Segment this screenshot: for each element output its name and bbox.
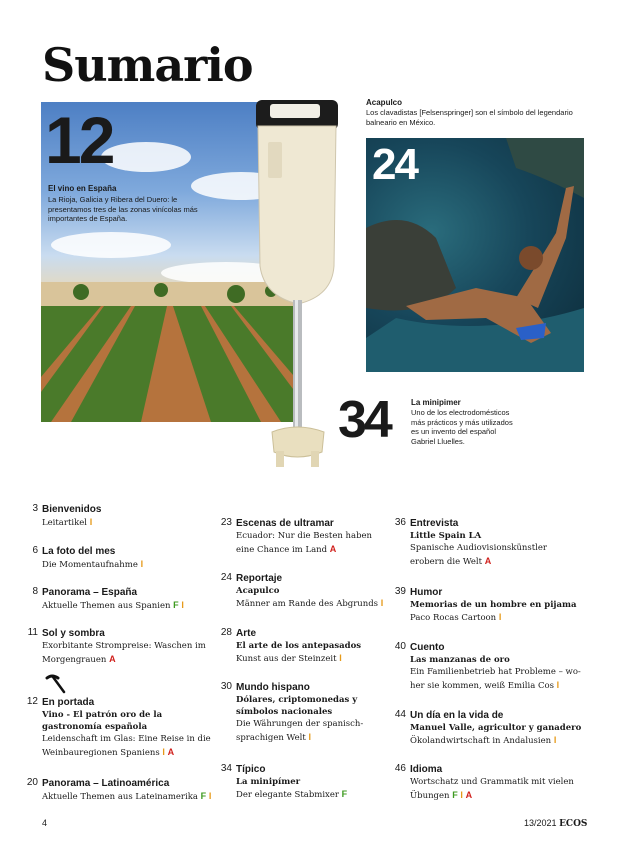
toc-subtitle: El arte de los antepasados <box>236 641 362 651</box>
toc-page-number: 44 <box>394 709 406 720</box>
toc-desc: Die Währungen der spanisch- <box>236 719 364 729</box>
toc-page-number: 12 <box>26 696 38 707</box>
feature-text: La Rioja, Galicia y Ribera del Duero: le presentamos tres de las zonas vinícolas más importantes de España. <box>48 195 198 223</box>
toc-desc: eine Chance im Land <box>236 545 328 555</box>
level-f-icon: F <box>173 600 179 610</box>
level-m-icon: I <box>498 612 502 622</box>
toc-section: Cuento <box>410 642 445 653</box>
level-a-icon: A <box>329 544 337 554</box>
level-m-icon: I <box>140 559 144 569</box>
toc-page-number: 6 <box>32 545 38 556</box>
level-m-icon: I <box>208 791 212 801</box>
toc-desc: Männer am Rande des Abgrunds <box>236 599 379 609</box>
toc-desc: Ecuador: Nur die Besten haben <box>236 531 373 541</box>
level-m-icon: I <box>553 735 557 745</box>
magazine-name: ECOS <box>559 819 588 829</box>
level-m-icon: I <box>380 598 384 608</box>
toc-page-number: 24 <box>220 572 232 583</box>
toc-page-number: 3 <box>32 503 38 514</box>
toc-desc: Übungen <box>410 791 450 801</box>
feature-title: Acapulco <box>366 98 403 107</box>
level-m-icon: I <box>181 600 184 610</box>
toc-section: Humor <box>410 587 443 598</box>
page-title: Sumario <box>42 38 253 92</box>
toc-section: Panorama – España <box>42 587 138 598</box>
corkscrew-icon <box>44 672 68 696</box>
toc-desc: Aktuelle Themen aus Lateinamerika <box>42 792 198 802</box>
toc-section: Escenas de ultramar <box>236 518 334 529</box>
feature-number: 24 <box>372 140 417 189</box>
cloud-shape <box>101 142 191 172</box>
toc-section: Mundo hispano <box>236 682 310 693</box>
toc-section: Panorama – Latinoamérica <box>42 778 170 789</box>
toc-page-number: 39 <box>394 586 406 597</box>
toc-section: Idioma <box>410 764 443 775</box>
toc-desc: Aktuelle Themen aus Spanien <box>42 601 171 611</box>
toc-page-number: 36 <box>394 517 406 528</box>
toc-page-number: 11 <box>27 627 38 638</box>
toc-page-number: 23 <box>220 517 232 528</box>
toc-subtitle: Memorias de un hombre en pijama <box>410 600 577 610</box>
toc-subtitle: Manuel Valle, agricultor y ganadero <box>410 723 582 733</box>
cloud-shape <box>51 232 171 258</box>
feature-text: Los clavadistas [Felsenspringer] son el símbolo del legendario balneario en México. <box>366 108 573 127</box>
level-m-icon: I <box>460 790 463 800</box>
toc-desc: Der elegante Stabmixer <box>236 790 339 800</box>
page-number: 4 <box>42 818 48 828</box>
toc-subtitle: Dólares, criptomonedas y <box>236 695 358 705</box>
toc-desc: Ökolandwirtschaft in Andalusien <box>410 736 552 746</box>
toc-subtitle: Acapulco <box>236 586 280 596</box>
toc-page-number: 8 <box>32 586 38 597</box>
toc-section: Arte <box>236 628 257 639</box>
toc-section: Un día en la vida de <box>410 710 504 721</box>
toc-section: Sol y sombra <box>42 628 105 639</box>
level-f-icon: F <box>341 789 348 799</box>
toc-section: En portada <box>42 697 95 708</box>
issue-number: 13/2021 <box>524 818 557 828</box>
feature-number: 12 <box>45 103 113 177</box>
toc-desc: her sie kommen, weiß Emilia Cos <box>410 681 554 691</box>
level-a-icon: A <box>484 556 492 566</box>
toc-desc: Paco Rocas Cartoon <box>410 613 497 623</box>
toc-section: La foto del mes <box>42 546 116 557</box>
feature-number: 34 <box>338 391 390 449</box>
toc-desc: Ein Familienbetrieb hat Probleme – wo- <box>410 667 581 677</box>
toc-page-number: 40 <box>394 641 406 652</box>
level-m-icon: I <box>89 517 93 527</box>
toc-desc: Spanische Audiovisionskünstler <box>410 543 547 553</box>
toc-section: Entrevista <box>410 518 459 529</box>
toc-subtitle: Little Spain LA <box>410 531 482 541</box>
toc-subtitle: Las manzanas de oro <box>410 655 510 665</box>
toc-page-number: 20 <box>26 777 38 788</box>
level-a-icon: A <box>167 747 175 757</box>
toc-page-number: 46 <box>394 763 406 774</box>
toc-desc: sprachigen Welt <box>236 733 306 743</box>
level-a-icon: A <box>465 790 473 800</box>
level-f-icon: F <box>200 791 207 801</box>
feature-text: Uno de los electrodomésticos más prácticos y más utilizados es un invento del español Gabriel Lluelles. <box>411 408 513 446</box>
toc-desc: Exorbitante Strompreise: Waschen im <box>42 641 206 651</box>
toc-subtitle: gastronomía española <box>42 722 148 732</box>
level-f-icon: F <box>452 790 458 800</box>
level-m-icon: I <box>556 680 560 690</box>
toc-desc: erobern die Welt <box>410 557 483 567</box>
issue-label <box>524 818 587 829</box>
cliff-diver-photo[interactable] <box>366 138 584 372</box>
level-a-icon: A <box>109 654 116 664</box>
toc-subtitle: Vino - El patrón oro de la <box>42 710 163 720</box>
blender-photo[interactable] <box>250 96 345 472</box>
toc-section: Reportaje <box>236 573 283 584</box>
feature-title: El vino en España <box>48 184 117 193</box>
level-m-icon: I <box>339 653 342 663</box>
toc-desc: Die Momentaufnahme <box>42 560 138 570</box>
toc-page-number: 34 <box>220 763 232 774</box>
toc-page-number: 30 <box>220 681 232 692</box>
toc-desc: Kunst aus der Steinzeit <box>236 654 337 664</box>
toc-desc: Wortschatz und Grammatik mit vielen <box>410 777 574 787</box>
feature-title: La minipimer <box>411 398 461 407</box>
toc-desc: Leitartikel <box>42 518 87 528</box>
toc-section: Típico <box>236 764 266 775</box>
level-m-icon: I <box>308 732 311 742</box>
toc-desc: Weinbauregionen Spaniens <box>42 748 160 758</box>
toc-section: Bienvenidos <box>42 504 102 515</box>
toc-page-number: 28 <box>220 627 232 638</box>
toc-subtitle: símbolos nacionales <box>236 707 333 717</box>
level-m-icon: I <box>162 747 165 757</box>
toc-desc: Leidenschaft im Glas: Eine Reise in die <box>42 734 211 744</box>
toc-subtitle: La minipímer <box>236 777 301 787</box>
toc-desc: Morgengrauen <box>42 655 107 665</box>
